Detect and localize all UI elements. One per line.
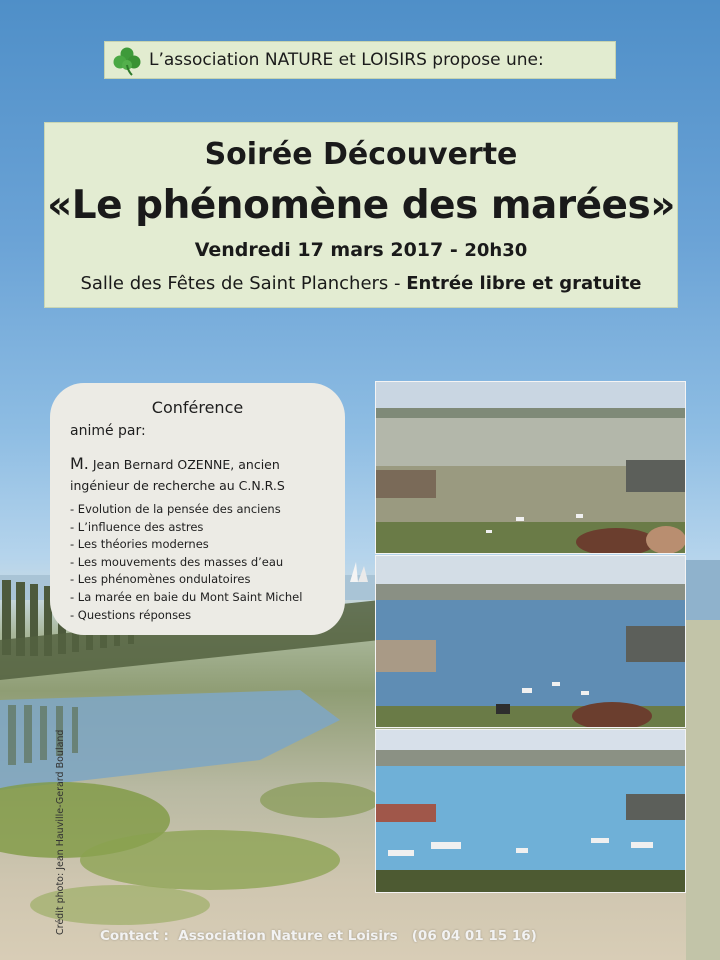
list-item: - Questions réponses bbox=[70, 607, 192, 622]
conference-box bbox=[50, 383, 345, 635]
harbour-mid-tide-photo bbox=[375, 555, 686, 728]
event-title-panel bbox=[44, 122, 678, 308]
topic-list bbox=[70, 501, 302, 624]
speaker-prefix: M. bbox=[70, 454, 89, 473]
banner-text: L’association NATURE et LOISIRS propose une: bbox=[149, 50, 544, 70]
event-venue: Salle des Fêtes de Saint Planchers - bbox=[80, 273, 407, 294]
list-item: - Les théories modernes bbox=[70, 537, 209, 552]
event-date: Vendredi 17 mars 2017 - bbox=[194, 239, 465, 261]
event-date-line bbox=[45, 239, 677, 261]
conference-speaker bbox=[70, 453, 340, 496]
photo-credit: Crédit photo: Jean Hauville-Gerard Bouland bbox=[55, 729, 66, 935]
list-item: - Evolution de la pensée des anciens bbox=[70, 502, 281, 516]
list-item: - Les mouvements des masses d’eau bbox=[70, 554, 284, 569]
clover-icon bbox=[111, 45, 143, 77]
list-item: - La marée en baie du Mont Saint Michel bbox=[70, 589, 303, 604]
event-venue-line bbox=[45, 273, 677, 294]
conference-presenter-label: animé par: bbox=[70, 423, 146, 439]
event-admission: Entrée libre et gratuite bbox=[406, 273, 642, 294]
association-banner bbox=[104, 41, 616, 79]
harbour-high-tide-photo bbox=[375, 729, 686, 893]
harbour-low-tide-photo bbox=[375, 381, 686, 554]
event-time: 20h30 bbox=[464, 240, 528, 261]
list-item: - L’influence des astres bbox=[70, 519, 204, 534]
list-item: - Les phénomènes ondulatoires bbox=[70, 572, 251, 587]
conference-heading: Conférence bbox=[151, 398, 244, 417]
contact-line: Contact : Association Nature et Loisirs (06 04 01 15 16) bbox=[100, 928, 537, 944]
event-title: Soirée Découverte bbox=[204, 137, 518, 172]
speaker-name: Jean Bernard OZENNE, ancien ingénieur de recherche au C.N.R.S bbox=[70, 457, 285, 493]
event-subtitle: «Le phénomène des marées» bbox=[47, 183, 675, 228]
